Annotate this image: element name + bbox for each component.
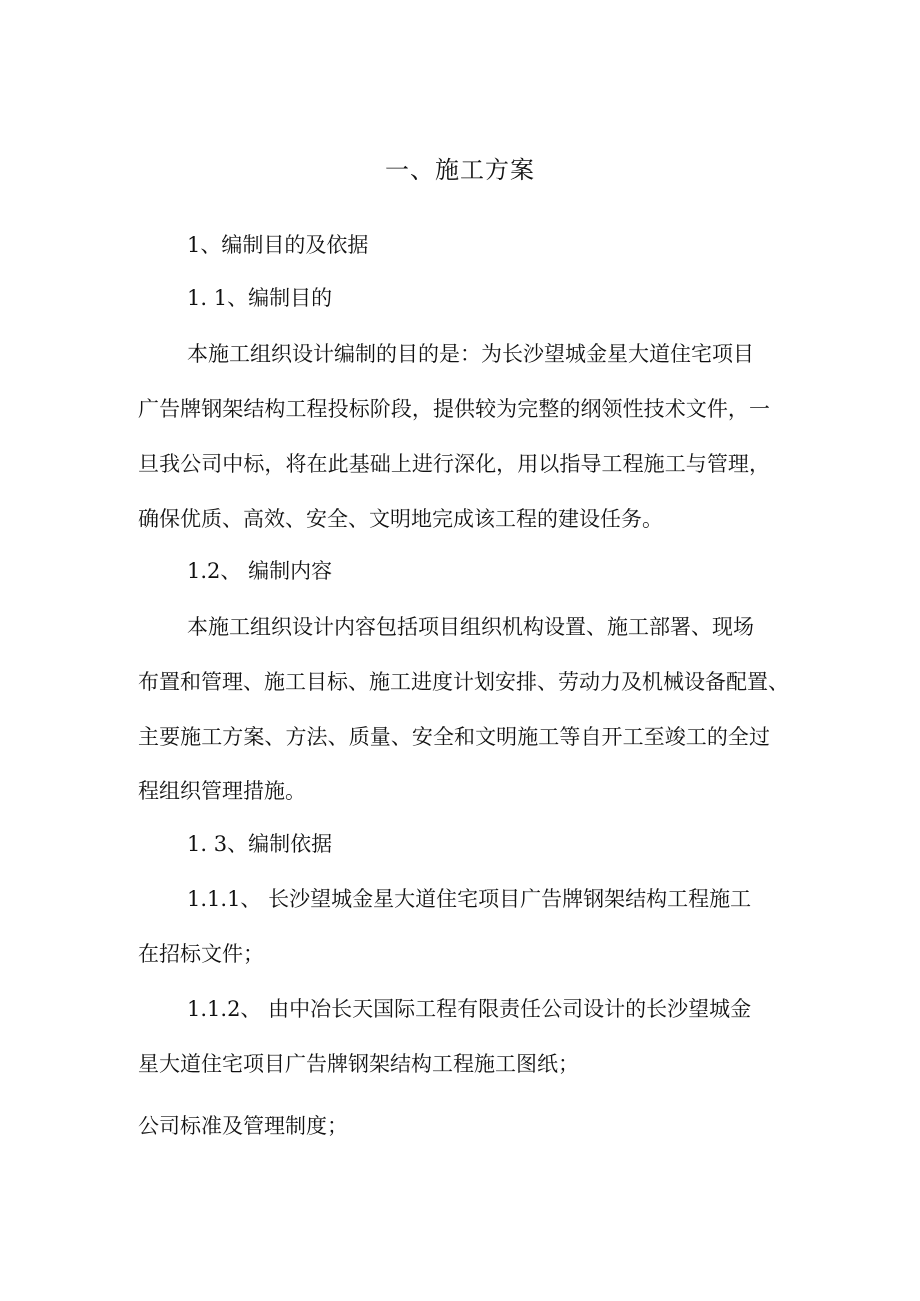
paragraph-line: 本施工组织设计编制的目的是：为长沙望城金星大道住宅项目 — [187, 342, 754, 366]
list-item: 1.1.2、 由中冶长天国际工程有限责任公司设计的长沙望城金 — [187, 997, 752, 1021]
list-item: 星大道住宅项目广告牌钢架结构工程施工图纸； — [138, 1052, 579, 1076]
page-title: 一、施工方案 — [385, 156, 535, 184]
paragraph-line: 布置和管理、施工目标、施工进度计划安排、劳动力及机械设备配置、 — [138, 670, 789, 694]
subsection-heading: 1. 3、编制依据 — [187, 832, 333, 856]
subsection-heading: 1.2、 编制内容 — [187, 559, 333, 583]
list-item: 1.1.1、 长沙望城金星大道住宅项目广告牌钢架结构工程施工 — [187, 887, 752, 911]
list-item: 在招标文件； — [138, 942, 264, 966]
paragraph-line: 程组织管理措施。 — [138, 779, 306, 803]
paragraph-line: 本施工组织设计内容包括项目组织机构设置、施工部署、现场 — [187, 615, 754, 639]
section-heading: 1、编制目的及依据 — [187, 233, 369, 257]
paragraph-line: 主要施工方案、方法、质量、安全和文明施工等自开工至竣工的全过 — [138, 725, 770, 749]
subsection-heading: 1. 1、编制目的 — [187, 286, 333, 310]
paragraph-line: 旦我公司中标，将在此基础上进行深化，用以指导工程施工与管理， — [138, 452, 770, 476]
list-item: 公司标准及管理制度； — [138, 1114, 348, 1138]
paragraph-line: 广告牌钢架结构工程投标阶段，提供较为完整的纲领性技术文件，一 — [138, 397, 770, 421]
paragraph-line: 确保优质、高效、安全、文明地完成该工程的建设任务。 — [138, 507, 663, 531]
